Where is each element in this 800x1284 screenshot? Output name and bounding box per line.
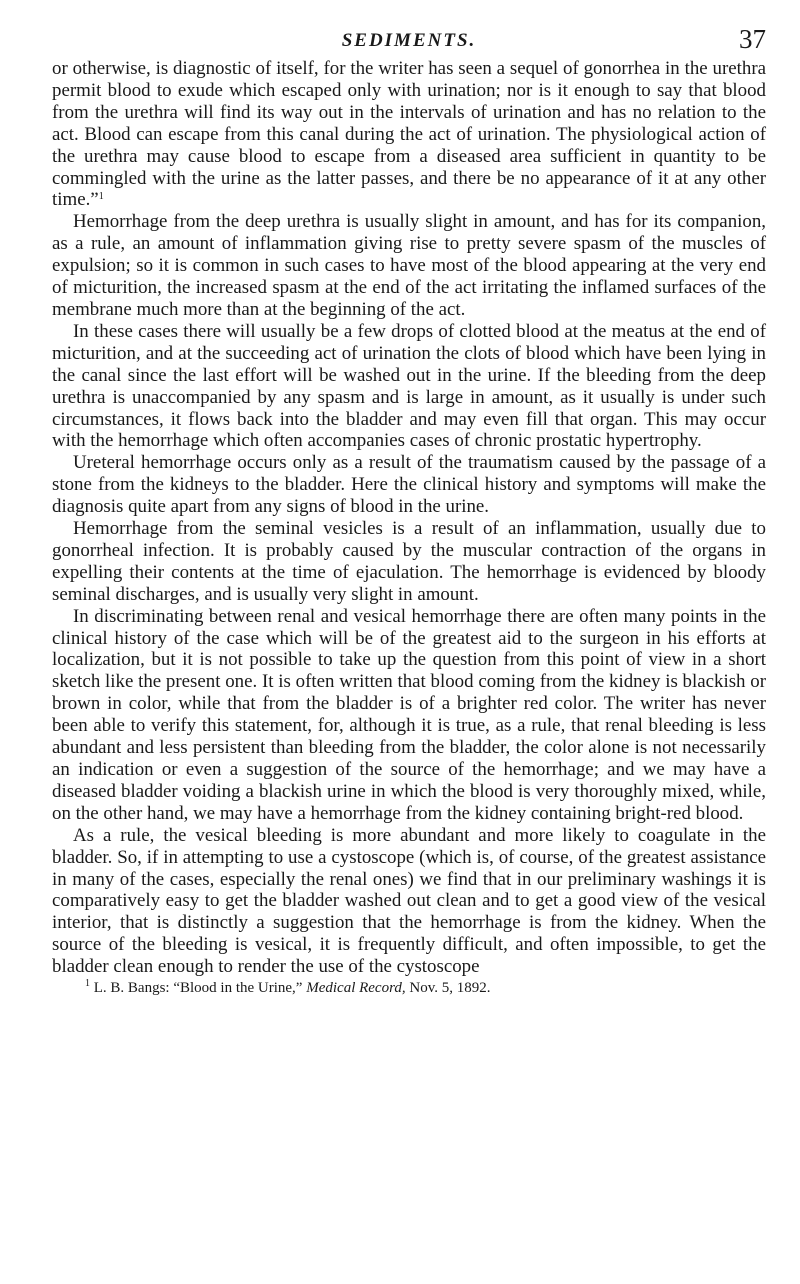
paragraph: Hemorrhage from the deep urethra is usually slight in amount, and has for its companion, as a rule, an amount of inflammation giving rise to pretty severe spasm of the muscles of expulsion; so it is common in such cases to have most of the blood appearing at the very end of micturition, the increased spasm at the end of the act irritating the inflamed surfaces of the membrane much more than at the beginning of the act. [52, 211, 766, 320]
running-head: SEDIMENTS. [341, 30, 477, 51]
footnote-marker: 1 [85, 978, 90, 990]
paragraph: Ureteral hemorrhage occurs only as a result of the traumatism caused by the passage of a stone from the kidneys to the bladder. Here the clinical history and symptoms will make the diagnosis quite apart from any signs of blood in the urine. [52, 452, 766, 518]
body-text [52, 58, 766, 978]
paragraph: In these cases there will usually be a few drops of clotted blood at the meatus at the end of micturition, and at the succeeding act of urination the clots of blood which have been lying in the canal since the last effort will be washed out in the urine. If the bleeding from the deep urethra is unaccompanied by any spasm and is large in amount, as it usually is under such circumstances, it flows back into the bladder and may even fill that organ. This may occur with the hemorrhage which often accompanies cases of chronic prostatic hypertrophy. [52, 320, 766, 452]
page-header [52, 14, 766, 58]
footnote-date: Nov. 5, 1892. [409, 980, 491, 997]
footnote-journal: Medical Record, [306, 980, 406, 997]
footnote-author-title: L. B. Bangs: “Blood in the Urine,” [93, 980, 303, 997]
paragraph: In discriminating between renal and vesical hemorrhage there are often many points in the clinical history of the case which will be of the greatest aid to the surgeon in his efforts at localization, but it is not possible to take up the question from this point of view in a short sketch like the present one. It is often written that blood coming from the kidney is blackish or brown in color, while that from the bladder is of a brighter red color. The writer has never been able to verify this statement, for, although it is true, as a rule, that renal bleeding is less abundant and less persistent than bleeding from the bladder, the color alone is not necessarily an indication or even a suggestion of the source of the hemorrhage; and we may have a diseased bladder voiding a blackish urine in which the blood is very thoroughly mixed, while, on the other hand, we may have a hemorrhage from the kidney containing bright-red blood. [52, 605, 766, 824]
paragraph-text: or otherwise, is diagnostic of itself, for the writer has seen a sequel of gonorrhea in the urethra permit blood to exude which escaped only with urination; nor is it enough to say that blood from the urethra will find its way out in the intervals of urination and has no relation to the act. Blood can escape from this canal during the act of urination. The physiological action of the urethra may cause blood to escape from a diseased area sufficient in quantity to be commingled with the urine as the latter passes, and there be no appearance of it at any other time.” [52, 58, 766, 211]
paragraph: As a rule, the vesical bleeding is more abundant and more likely to coagulate in the bladder. So, if in attempting to use a cystoscope (which is, of course, of the greatest assistance in many of the cases, especially the renal ones) we find that in our preliminary washings it is comparatively easy to get the bladder washed out clean and to get a good view of the vesical interior, that is distinctly a suggestion that the hemorrhage is from the kidney. When the source of the bleeding is vesical, it is frequently difficult, and often impossible, to get the bladder clean enough to render the use of the cystoscope [52, 824, 766, 978]
footnote-reference: 1 [98, 191, 104, 203]
paragraph [52, 58, 766, 211]
footnote [52, 979, 766, 997]
page-number: 37 [739, 24, 766, 54]
paragraph: Hemorrhage from the seminal vesicles is a result of an inflammation, usually due to gonorrheal infection. It is probably caused by the muscular contraction of the organs in expelling their contents at the time of ejaculation. The hemorrhage is evidenced by bloody seminal discharges, and is usually very slight in amount. [52, 518, 766, 605]
book-page [52, 14, 766, 997]
